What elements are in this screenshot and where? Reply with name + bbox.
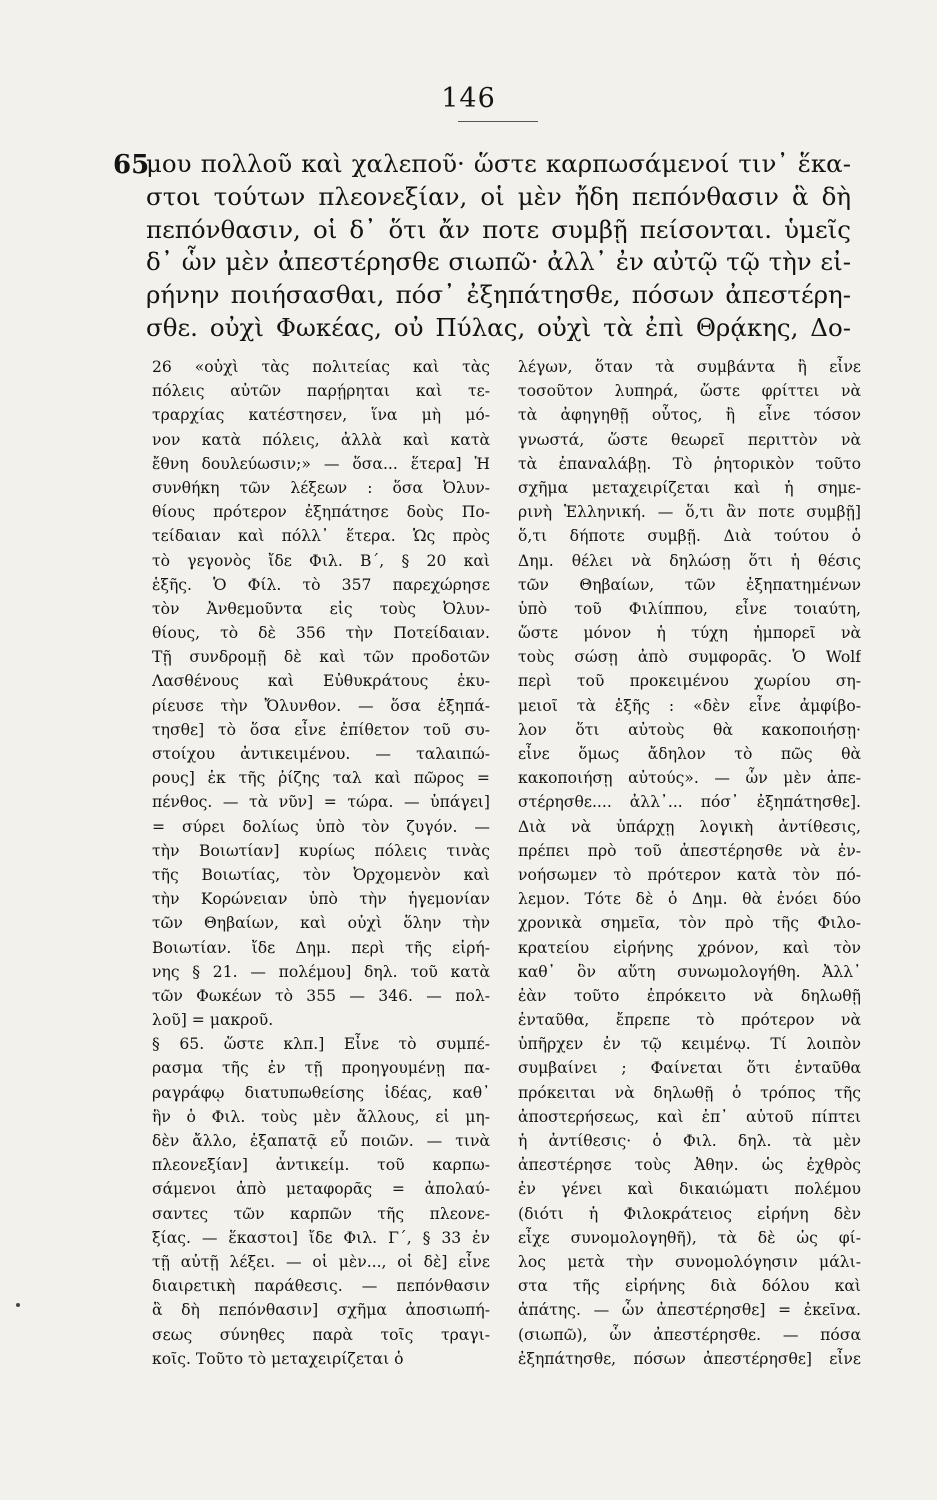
print-speck bbox=[16, 1303, 20, 1307]
commentary-line: ἣν ὁ Φιλ. τοὺς μὲν ἄλλους, εἰ μη- bbox=[152, 1107, 490, 1126]
commentary-line: ὥστε μόνον ἡ τύχη ἠμπορεῖ νὰ bbox=[518, 624, 861, 643]
commentary-line: ἐνταῦθα, ἔπρεπε τὸ πρότερον νὰ bbox=[518, 1011, 861, 1030]
commentary-line: ὑπὸ τοῦ Φιλίππου, εἶνε τοιαύτη, bbox=[518, 599, 861, 618]
main-text bbox=[146, 148, 851, 345]
commentary-line: συμβαίνει ; Φαίνεται ὅτι ἐνταῦθα bbox=[518, 1059, 861, 1078]
commentary-line: πρέπει πρὸ τοῦ ἀπεστέρησθε νὰ ἐν- bbox=[518, 841, 861, 860]
commentary-line: ὅ,τι δήποτε συμβῇ. Διὰ τούτου ὁ bbox=[518, 527, 861, 546]
commentary-line: ὑπῆρχεν ἐν τῷ κειμένῳ. Τί λοιπὸν bbox=[518, 1035, 861, 1054]
commentary-line: § 65. ὥστε κλπ.] Εἶνε τὸ συμπέ- bbox=[152, 1035, 490, 1054]
commentary-line: διαιρετικὴ παράθεσις. — πεπόνθασιν bbox=[152, 1277, 490, 1296]
commentary-line: ἀποστερήσεως, καὶ ἐπ᾿ αὐτοῦ πίπτει bbox=[518, 1107, 861, 1126]
commentary-line: τῇ αὐτῇ λέξει. — οἱ μὲν..., οἱ δὲ] εἶνε bbox=[152, 1252, 490, 1271]
commentary-line: ραγράφῳ διατυπωθείσης ἰδέας, καθ᾿ bbox=[152, 1083, 490, 1102]
commentary-line: πένθος. — τὰ νῦν] = τώρα. — ὑπάγει] bbox=[152, 793, 490, 812]
commentary-line: τοὺς σώσῃ ἀπὸ συμφορᾶς. Ὁ Wolf bbox=[518, 648, 861, 667]
commentary-line: χρονικὰ σημεῖα, τὸν πρὸ τῆς Φιλο- bbox=[518, 914, 861, 933]
commentary-line: σεως σύνηθες παρὰ τοῖς τραγι- bbox=[152, 1325, 490, 1344]
commentary-line: πόλεις αὐτῶν παρῄρηται καὶ τε- bbox=[152, 382, 490, 401]
commentary-line: Τῇ συνδρομῇ δὲ καὶ τῶν προδοτῶν bbox=[152, 648, 490, 667]
commentary-column-left bbox=[152, 355, 490, 1371]
commentary-line: τὴν Βοιωτίαν] κυρίως πόλεις τινὰς bbox=[152, 841, 490, 860]
header-rule bbox=[458, 121, 538, 122]
commentary-line: λέγων, ὅταν τὰ συμβάντα ἢ εἶνε bbox=[518, 358, 861, 376]
commentary-line: ἃ δὴ πεπόνθασιν] σχῆμα ἀποσιωπή- bbox=[152, 1301, 490, 1320]
commentary-line: συνθήκη τῶν λέξεων : ὅσα Ὀλυν- bbox=[152, 478, 490, 497]
commentary-line: Διὰ νὰ ὑπάρχῃ λογικὴ ἀντίθεσις, bbox=[518, 817, 861, 836]
commentary-line: κρατείου εἰρήνης χρόνον, καὶ τὸν bbox=[518, 938, 861, 957]
commentary-line: δὲν ἄλλο, ἐξαπατᾷ εὖ ποιῶν. — τινὰ bbox=[152, 1132, 490, 1150]
commentary-line: τὴν Κορώνειαν ὑπὸ τὴν ἡγεμονίαν bbox=[152, 890, 490, 909]
commentary-line: λεμον. Τότε δὲ ὁ Δημ. θὰ ἐνόει δύο bbox=[518, 890, 861, 909]
page-number: 146 bbox=[441, 83, 496, 114]
commentary-line: (διότι ἡ Φιλοκράτειος εἰρήνη δὲν bbox=[518, 1204, 861, 1223]
commentary-line: 26 «οὐχὶ τὰς πολιτείας καὶ τὰς bbox=[152, 358, 490, 376]
commentary-line: σάμενοι ἀπὸ μεταφορᾶς = ἀπολαύ- bbox=[152, 1180, 490, 1199]
commentary-line: = σύρει δολίως ὑπὸ τὸν ζυγόν. — bbox=[152, 817, 490, 836]
commentary-line: τὰ ἐπαναλάβῃ. Τὸ ῥητορικὸν τοῦτο bbox=[518, 454, 861, 473]
commentary-line: ἑξῆς. Ὁ Φίλ. τὸ 357 παρεχώρησε bbox=[152, 575, 490, 594]
commentary-line: νης § 21. — πολέμου] δηλ. τοῦ κατὰ bbox=[152, 962, 490, 981]
commentary-line: εἶχε συνομολογηθῆ), τὰ δὲ ὡς φί- bbox=[518, 1228, 861, 1247]
commentary-line: τῶν Θηβαίων, τῶν ἐξηπατημένων bbox=[518, 575, 861, 594]
commentary-line: ρους] ἐκ τῆς ῥίζης ταλ καὶ πῶρος = bbox=[152, 769, 490, 788]
commentary-line: λοῦ] = μακροῦ. bbox=[152, 1011, 274, 1030]
commentary-line: στέρησθε.... ἀλλ᾿... πόσ᾿ ἐξηπάτησθε]. bbox=[518, 793, 861, 812]
commentary-line: τὰ ἀφηγηθῇ οὗτος, ἢ εἶνε τόσον bbox=[518, 406, 861, 425]
commentary-line: τῆς Βοιωτίας, τὸν Ὀρχομενὸν καὶ bbox=[152, 865, 490, 884]
commentary-line: λος μετὰ τὴν συνομολόγησιν μάλι- bbox=[518, 1252, 861, 1271]
commentary-line: γνωστά, ὥστε θεωρεῖ περιττὸν νὰ bbox=[518, 430, 861, 449]
commentary-line: νον κατὰ πόλεις, ἀλλὰ καὶ κατὰ bbox=[152, 430, 490, 449]
main-text-line: στοι τούτων πλεονεξίαν, οἱ μὲν ἤδη πεπόνθασιν ἃ δὴ bbox=[146, 181, 851, 211]
main-text-line: πεπόνθασιν, οἱ δ᾿ ὅτι ἄν ποτε συμβῇ πείσονται. ὑμεῖς bbox=[146, 214, 851, 244]
commentary-line: τὸ γεγονὸς ἴδε Φιλ. Β´, § 20 καὶ bbox=[152, 551, 490, 570]
commentary-line: σαντες τῶν καρπῶν τῆς πλεονε- bbox=[152, 1204, 490, 1223]
commentary-line: ἀπάτης. — ὧν ἀπεστέρησθε] = ἐκεῖνα. bbox=[518, 1301, 861, 1320]
commentary-line: τὸν Ἀνθεμοῦντα εἰς τοὺς Ὀλυν- bbox=[152, 599, 490, 618]
commentary-line: εἶνε ὅμως ἄδηλον τὸ πῶς θὰ bbox=[518, 745, 861, 763]
commentary-line: Βοιωτίαν. ἴδε Δημ. περὶ τῆς εἰρή- bbox=[152, 938, 490, 957]
commentary-line: καθ᾿ ὃν αὕτη συνωμολογήθη. Ἀλλ᾿ bbox=[518, 962, 861, 981]
commentary-line: (σιωπῶ), ὧν ἀπεστέρησθε. — πόσα bbox=[518, 1325, 861, 1344]
commentary-line: πλεονεξίαν] ἀντικείμ. τοῦ καρπω- bbox=[152, 1156, 490, 1175]
commentary-line: τῶν Φωκέων τὸ 355 — 346. — πολ- bbox=[152, 986, 490, 1005]
main-text-line: ρήνην ποιήσασθαι, πόσ᾿ ἐξηπάτησθε, πόσων ἀπεστέρη- bbox=[146, 280, 851, 310]
commentary-line: στοίχου ἀντικειμένου. — ταλαιπώ- bbox=[152, 745, 490, 763]
commentary-line: τραρχίας κατέστησεν, ἵνα μὴ μό- bbox=[152, 406, 490, 425]
commentary-line: σχῆμα μεταχειρίζεται καὶ ἡ σημε- bbox=[518, 478, 861, 497]
commentary-line: κοῖς. Τοῦτο τὸ μεταχειρίζεται ὁ bbox=[152, 1349, 404, 1368]
commentary-line: ἐὰν τοῦτο ἐπρόκειτο νὰ δηλωθῇ bbox=[518, 986, 861, 1005]
commentary-line: θίους, τὸ δὲ 356 τὴν Ποτείδαιαν. bbox=[152, 624, 490, 643]
commentary-line: κακοποιήσῃ αὐτούς». — ὧν μὲν ἀπε- bbox=[518, 769, 861, 788]
commentary-line: ρίευσε τὴν Ὄλυνθον. — ὅσα ἐξηπά- bbox=[152, 696, 490, 715]
commentary-line: ἀπεστέρησε τοὺς Ἀθην. ὡς ἐχθρὸς bbox=[518, 1156, 861, 1175]
commentary-line: ἐν γένει καὶ δικαιώματι πολέμου bbox=[518, 1180, 861, 1199]
commentary-line: τείδαιαν καὶ πόλλ᾿ ἕτερα. Ὡς πρὸς bbox=[152, 527, 490, 546]
commentary-line: λον ὅτι αὐτοὺς θὰ κακοποιήσῃ· bbox=[518, 720, 861, 739]
commentary-line: Λασθένους καὶ Εὐθυκράτους ἐκυ- bbox=[152, 672, 490, 691]
commentary-line: θίους πρότερον ἐξηπάτησε δοὺς Πο- bbox=[152, 503, 490, 522]
commentary-line: περὶ τοῦ προκειμένου χωρίου ση- bbox=[518, 672, 861, 691]
commentary-line: ἡ ἀντίθεσις· ὁ Φιλ. δηλ. τὰ μὲν bbox=[518, 1132, 861, 1150]
commentary-line: Δημ. θέλει νὰ δηλώσῃ ὅτι ἡ θέσις bbox=[518, 551, 861, 570]
commentary-line: μειοῖ τὰ ἑξῆς : «δὲν εἶνε ἀμφίβο- bbox=[518, 696, 861, 715]
commentary-line: ἔθνη δουλεύωσιν;» — ὅσα... ἕτερα] Ἡ bbox=[152, 454, 490, 473]
commentary-line: ρινὴ Ἑλληνική. — ὅ,τι ἂν ποτε συμβῇ] bbox=[518, 503, 861, 522]
commentary-line: ρασμα τῆς ἐν τῇ προηγουμένῃ πα- bbox=[152, 1059, 490, 1078]
commentary-line: τησθε] τὸ ὅσα εἶνε ἐπίθετον τοῦ συ- bbox=[152, 720, 490, 739]
commentary-column-right bbox=[518, 355, 861, 1371]
commentary-line: ξίας. — ἕκαστοι] ἴδε Φιλ. Γ´, § 33 ἐν bbox=[152, 1228, 490, 1247]
commentary-line: ἐξηπάτησθε, πόσων ἀπεστέρησθε] εἶνε bbox=[518, 1349, 861, 1368]
line-number-marker: 65 bbox=[113, 150, 150, 180]
main-text-line: σθε. οὐχὶ Φωκέας, οὐ Πύλας, οὐχὶ τὰ ἐπὶ Θρᾴκης, Δο- bbox=[146, 312, 851, 342]
commentary-line: πρόκειται νὰ δηλωθῇ ὁ τρόπος τῆς bbox=[518, 1083, 861, 1102]
main-text-line: δ᾿ ὧν μὲν ἀπεστέρησθε σιωπῶ· ἀλλ᾿ ἐν αὐτῷ τῷ τὴν εἰ- bbox=[146, 247, 851, 277]
commentary-line: νοήσωμεν τὸ πρότερον κατὰ τὸν πό- bbox=[518, 865, 861, 884]
main-text-line: μου πολλοῦ καὶ χαλεποῦ· ὥστε καρπωσάμενοί τιν᾿ ἕκα- bbox=[146, 149, 851, 178]
commentary-line: στα τῆς εἰρήνης διὰ δόλου καὶ bbox=[518, 1277, 861, 1296]
commentary-line: τοσοῦτον λυπηρά, ὥστε φρίττει νὰ bbox=[518, 382, 861, 401]
commentary-line: τῶν Θηβαίων, καὶ οὐχὶ ὅλην τὴν bbox=[152, 914, 490, 933]
